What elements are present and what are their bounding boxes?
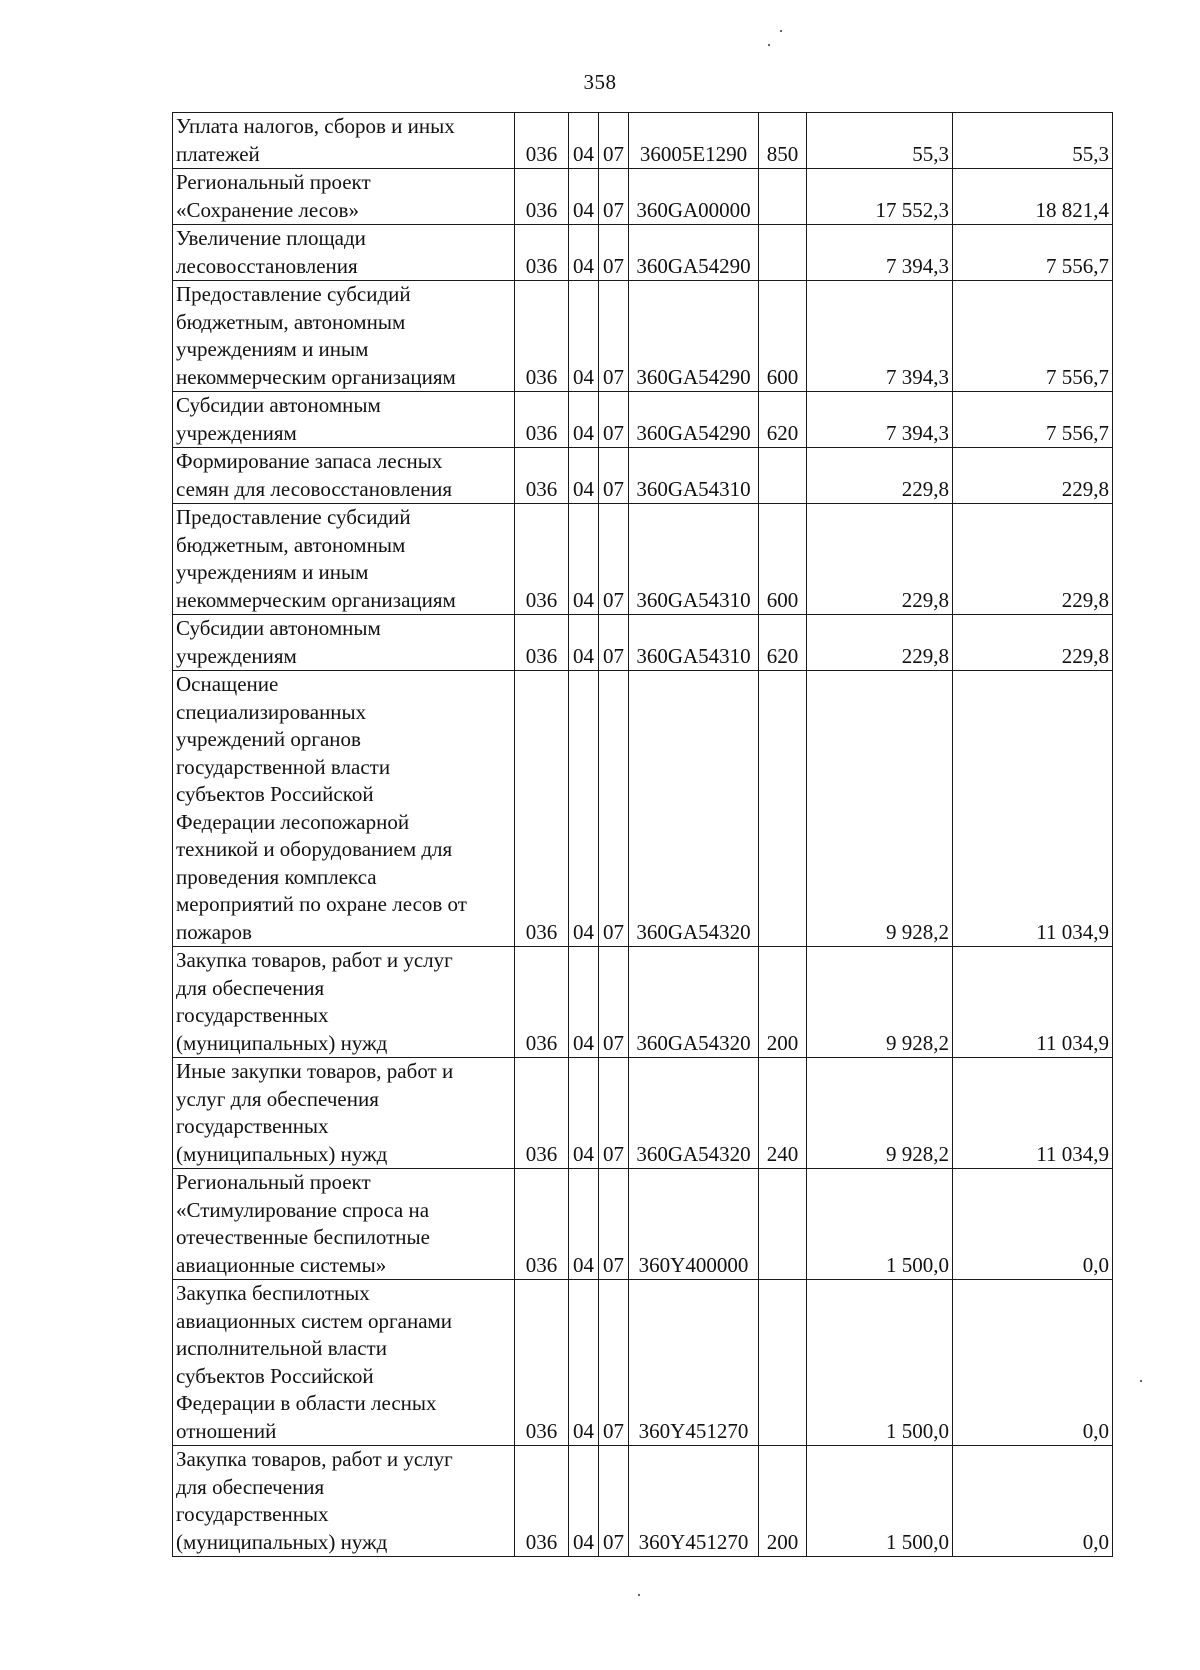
amount-year2-cell: 7 556,7 xyxy=(953,281,1113,392)
item-name-line: лесовосстановления xyxy=(176,253,358,278)
subsection-cell: 07 xyxy=(599,113,629,169)
item-name-line: некоммерческим организациям xyxy=(176,587,456,612)
table-row xyxy=(173,225,1113,281)
amount-year2-cell: 11 034,9 xyxy=(953,1058,1113,1169)
item-name-line: Формирование запаса лесных xyxy=(176,449,443,473)
expense-type-cell: 200 xyxy=(759,947,807,1058)
item-name-line: для обеспечения xyxy=(176,975,325,1000)
section-cell: 04 xyxy=(569,671,599,947)
subsection-cell: 07 xyxy=(599,1169,629,1280)
grbs-cell: 036 xyxy=(515,225,569,281)
item-name-line: платежей xyxy=(176,141,260,166)
amount-year2-cell: 0,0 xyxy=(953,1280,1113,1446)
item-name-line: Региональный проект xyxy=(176,1170,371,1194)
section-cell: 04 xyxy=(569,1446,599,1557)
amount-year1-cell: 1 500,0 xyxy=(807,1169,953,1280)
scan-speck xyxy=(1140,1380,1142,1382)
expense-type-cell: 600 xyxy=(759,504,807,615)
table-row xyxy=(173,169,1113,225)
item-name-cell xyxy=(173,615,515,671)
expense-type-cell: 850 xyxy=(759,113,807,169)
item-name-cell xyxy=(173,1169,515,1280)
item-name-cell xyxy=(173,113,515,169)
item-name-line: учреждениям xyxy=(176,643,297,668)
table-row xyxy=(173,113,1113,169)
target-article-cell: 36005E1290 xyxy=(629,113,759,169)
item-name-line: Федерации лесопожарной xyxy=(176,809,410,834)
item-name-line: Уплата налогов, сборов и иных xyxy=(176,114,455,138)
table-row xyxy=(173,1058,1113,1169)
item-name-line: Увеличение площади xyxy=(176,226,366,250)
item-name-line: учреждений органов xyxy=(176,727,361,751)
target-article-cell: 360GA54320 xyxy=(629,671,759,947)
table-row xyxy=(173,392,1113,448)
target-article-cell: 360GA54290 xyxy=(629,225,759,281)
section-cell: 04 xyxy=(569,947,599,1058)
grbs-cell: 036 xyxy=(515,947,569,1058)
table-row xyxy=(173,1446,1113,1557)
target-article-cell: 360GA54320 xyxy=(629,1058,759,1169)
item-name-line: государственных xyxy=(176,1114,329,1138)
amount-year2-cell: 55,3 xyxy=(953,113,1113,169)
item-name-cell xyxy=(173,1446,515,1557)
grbs-cell: 036 xyxy=(515,169,569,225)
grbs-cell: 036 xyxy=(515,448,569,504)
grbs-cell: 036 xyxy=(515,1280,569,1446)
subsection-cell: 07 xyxy=(599,671,629,947)
item-name-line: Региональный проект xyxy=(176,170,371,194)
amount-year1-cell: 7 394,3 xyxy=(807,392,953,448)
budget-table xyxy=(172,112,1113,1557)
amount-year2-cell: 7 556,7 xyxy=(953,225,1113,281)
amount-year1-cell: 1 500,0 xyxy=(807,1280,953,1446)
subsection-cell: 07 xyxy=(599,1058,629,1169)
subsection-cell: 07 xyxy=(599,225,629,281)
amount-year1-cell: 7 394,3 xyxy=(807,225,953,281)
expense-type-cell xyxy=(759,225,807,281)
item-name-line: «Стимулирование спроса на xyxy=(176,1197,430,1222)
item-name-line: семян для лесовосстановления xyxy=(176,476,453,501)
section-cell: 04 xyxy=(569,113,599,169)
grbs-cell: 036 xyxy=(515,1169,569,1280)
table-row xyxy=(173,1169,1113,1280)
grbs-cell: 036 xyxy=(515,615,569,671)
amount-year2-cell: 0,0 xyxy=(953,1169,1113,1280)
section-cell: 04 xyxy=(569,504,599,615)
expense-type-cell xyxy=(759,1280,807,1446)
expense-type-cell xyxy=(759,671,807,947)
item-name-line: Предоставление субсидий xyxy=(176,505,411,529)
item-name-line: отношений xyxy=(176,1418,277,1443)
amount-year1-cell: 229,8 xyxy=(807,615,953,671)
item-name-line: Субсидии автономным xyxy=(176,393,381,417)
amount-year1-cell: 7 394,3 xyxy=(807,281,953,392)
section-cell: 04 xyxy=(569,169,599,225)
item-name-line: техникой и оборудованием для xyxy=(176,837,453,861)
item-name-line: некоммерческим организациям xyxy=(176,364,456,389)
target-article-cell: 360GA54290 xyxy=(629,281,759,392)
table-row xyxy=(173,281,1113,392)
grbs-cell: 036 xyxy=(515,1058,569,1169)
amount-year2-cell: 18 821,4 xyxy=(953,169,1113,225)
table-row xyxy=(173,1280,1113,1446)
amount-year2-cell: 11 034,9 xyxy=(953,671,1113,947)
item-name-line: (муниципальных) нужд xyxy=(176,1030,388,1055)
section-cell: 04 xyxy=(569,225,599,281)
amount-year1-cell: 17 552,3 xyxy=(807,169,953,225)
grbs-cell: 036 xyxy=(515,113,569,169)
item-name-line: Предоставление субсидий xyxy=(176,282,411,306)
item-name-line: учреждениям и иным xyxy=(176,560,369,584)
item-name-line: пожаров xyxy=(176,919,252,944)
amount-year1-cell: 9 928,2 xyxy=(807,1058,953,1169)
item-name-line: (муниципальных) нужд xyxy=(176,1529,388,1554)
item-name-cell xyxy=(173,504,515,615)
item-name-line: государственных xyxy=(176,1502,329,1526)
table-row xyxy=(173,504,1113,615)
target-article-cell: 360GA54310 xyxy=(629,615,759,671)
item-name-line: Закупка товаров, работ и услуг xyxy=(176,1447,453,1471)
amount-year2-cell: 7 556,7 xyxy=(953,392,1113,448)
section-cell: 04 xyxy=(569,1058,599,1169)
item-name-line: субъектов Российской xyxy=(176,782,374,806)
scan-speck xyxy=(768,44,770,46)
target-article-cell: 360Y451270 xyxy=(629,1446,759,1557)
section-cell: 04 xyxy=(569,1280,599,1446)
section-cell: 04 xyxy=(569,448,599,504)
item-name-cell xyxy=(173,281,515,392)
item-name-cell xyxy=(173,1058,515,1169)
expense-type-cell: 240 xyxy=(759,1058,807,1169)
amount-year1-cell: 229,8 xyxy=(807,448,953,504)
item-name-line: авиационных систем органами xyxy=(176,1308,453,1333)
item-name-line: учреждениям xyxy=(176,420,297,445)
amount-year2-cell: 229,8 xyxy=(953,504,1113,615)
expense-type-cell: 620 xyxy=(759,615,807,671)
section-cell: 04 xyxy=(569,281,599,392)
amount-year2-cell: 0,0 xyxy=(953,1446,1113,1557)
amount-year1-cell: 9 928,2 xyxy=(807,947,953,1058)
item-name-line: государственных xyxy=(176,1003,329,1027)
item-name-line: (муниципальных) нужд xyxy=(176,1141,388,1166)
item-name-line: проведения комплекса xyxy=(176,864,377,889)
subsection-cell: 07 xyxy=(599,1280,629,1446)
subsection-cell: 07 xyxy=(599,1446,629,1557)
subsection-cell: 07 xyxy=(599,169,629,225)
target-article-cell: 360GA54290 xyxy=(629,392,759,448)
item-name-line: для обеспечения xyxy=(176,1474,325,1499)
item-name-cell xyxy=(173,1280,515,1446)
amount-year2-cell: 229,8 xyxy=(953,615,1113,671)
subsection-cell: 07 xyxy=(599,504,629,615)
item-name-line: субъектов Российской xyxy=(176,1363,374,1388)
subsection-cell: 07 xyxy=(599,448,629,504)
item-name-line: мероприятий по охране лесов от xyxy=(176,892,467,916)
target-article-cell: 360GA54310 xyxy=(629,504,759,615)
item-name-cell xyxy=(173,169,515,225)
item-name-line: отечественные беспилотные xyxy=(176,1225,430,1249)
target-article-cell: 360GA54320 xyxy=(629,947,759,1058)
grbs-cell: 036 xyxy=(515,392,569,448)
subsection-cell: 07 xyxy=(599,615,629,671)
item-name-cell xyxy=(173,225,515,281)
table-row xyxy=(173,448,1113,504)
target-article-cell: 360GA00000 xyxy=(629,169,759,225)
amount-year1-cell: 229,8 xyxy=(807,504,953,615)
grbs-cell: 036 xyxy=(515,281,569,392)
item-name-line: Закупка товаров, работ и услуг xyxy=(176,948,453,972)
section-cell: 04 xyxy=(569,615,599,671)
item-name-line: Иные закупки товаров, работ и xyxy=(176,1059,454,1083)
item-name-line: Закупка беспилотных xyxy=(176,1281,370,1305)
expense-type-cell: 200 xyxy=(759,1446,807,1557)
expense-type-cell: 620 xyxy=(759,392,807,448)
grbs-cell: 036 xyxy=(515,1446,569,1557)
item-name-line: услуг для обеспечения xyxy=(176,1086,379,1111)
item-name-line: бюджетным, автономным xyxy=(176,309,406,334)
amount-year1-cell: 9 928,2 xyxy=(807,671,953,947)
subsection-cell: 07 xyxy=(599,392,629,448)
section-cell: 04 xyxy=(569,1169,599,1280)
item-name-line: Субсидии автономным xyxy=(176,616,381,640)
item-name-line: бюджетным, автономным xyxy=(176,532,406,557)
subsection-cell: 07 xyxy=(599,947,629,1058)
item-name-line: Федерации в области лесных xyxy=(176,1391,437,1415)
table-row xyxy=(173,947,1113,1058)
item-name-cell xyxy=(173,392,515,448)
expense-type-cell xyxy=(759,448,807,504)
target-article-cell: 360Y451270 xyxy=(629,1280,759,1446)
grbs-cell: 036 xyxy=(515,671,569,947)
item-name-line: специализированных xyxy=(176,699,367,724)
expense-type-cell xyxy=(759,169,807,225)
item-name-cell xyxy=(173,671,515,947)
table-body xyxy=(173,113,1113,1557)
target-article-cell: 360GA54310 xyxy=(629,448,759,504)
scan-speck xyxy=(638,1594,640,1596)
expense-type-cell xyxy=(759,1169,807,1280)
item-name-cell xyxy=(173,448,515,504)
amount-year1-cell: 55,3 xyxy=(807,113,953,169)
subsection-cell: 07 xyxy=(599,281,629,392)
amount-year2-cell: 229,8 xyxy=(953,448,1113,504)
page-number: 358 xyxy=(583,70,617,94)
item-name-line: учреждениям и иным xyxy=(176,337,369,361)
amount-year2-cell: 11 034,9 xyxy=(953,947,1113,1058)
item-name-line: «Сохранение лесов» xyxy=(176,197,359,222)
section-cell: 04 xyxy=(569,392,599,448)
amount-year1-cell: 1 500,0 xyxy=(807,1446,953,1557)
item-name-cell xyxy=(173,947,515,1058)
target-article-cell: 360Y400000 xyxy=(629,1169,759,1280)
item-name-line: исполнительной власти xyxy=(176,1336,387,1360)
table-row xyxy=(173,671,1113,947)
scan-speck xyxy=(780,30,782,32)
grbs-cell: 036 xyxy=(515,504,569,615)
item-name-line: государственной власти xyxy=(176,754,391,779)
table-row xyxy=(173,615,1113,671)
item-name-line: авиационные системы» xyxy=(176,1252,387,1277)
expense-type-cell: 600 xyxy=(759,281,807,392)
item-name-line: Оснащение xyxy=(176,672,279,696)
